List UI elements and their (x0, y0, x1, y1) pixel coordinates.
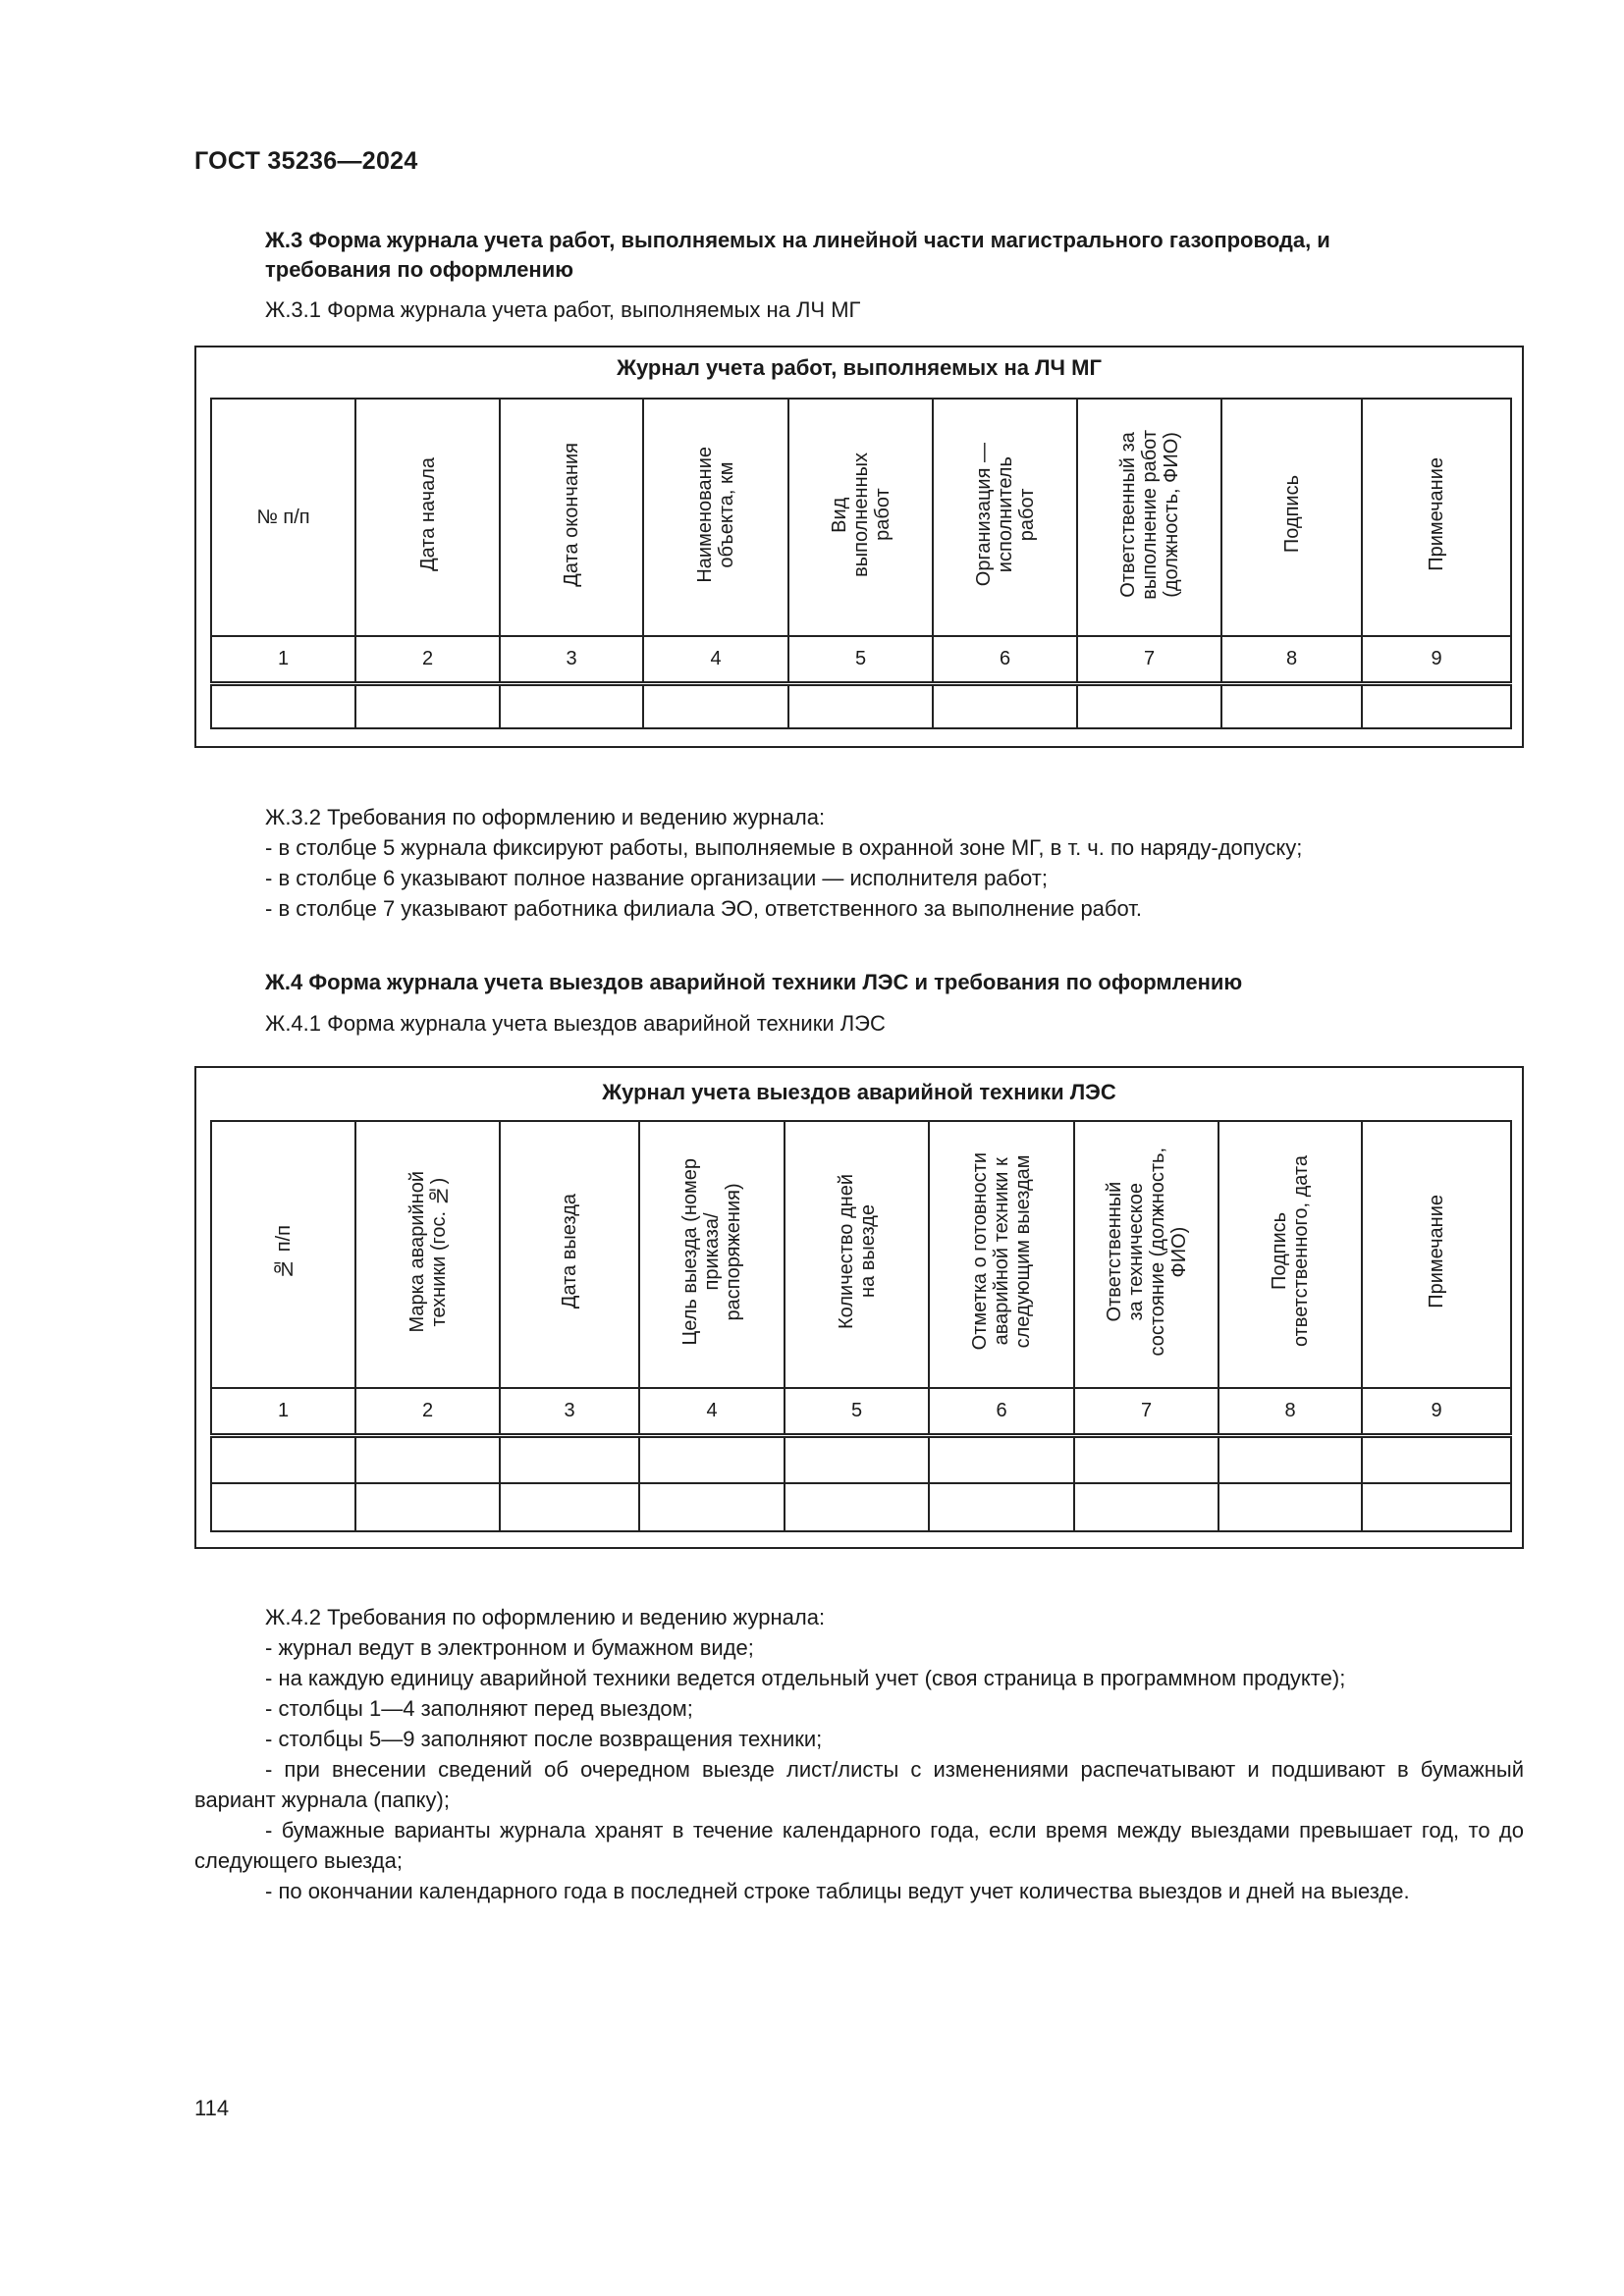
list-item: - на каждую единицу аварийной техники ведется отдельный учет (своя страница в программном продукте); (265, 1666, 1346, 1690)
table-cell (500, 1483, 639, 1531)
journal-departures-table (210, 1120, 1512, 1532)
header-cell (1362, 1121, 1511, 1388)
journal-works-table (210, 398, 1512, 729)
header-cell (1077, 399, 1221, 636)
document-code: ГОСТ 35236—2024 (194, 147, 418, 175)
header-cell (933, 399, 1077, 636)
column-number: 2 (355, 1388, 500, 1435)
table-cell (500, 1435, 639, 1483)
header-cell (785, 1121, 929, 1388)
column-number: 2 (355, 636, 500, 683)
table-row (211, 683, 1511, 728)
column-number: 4 (639, 1388, 785, 1435)
table-cell (933, 683, 1077, 728)
header-text: Примечание (1426, 1195, 1447, 1308)
table-cell (1362, 1435, 1511, 1483)
page-number: 114 (194, 2096, 230, 2120)
column-number: 9 (1362, 1388, 1511, 1435)
header-text: Вид выполненных работ (828, 452, 893, 577)
header-text: Подпись ответственного, дата (1269, 1155, 1312, 1348)
header-text: Подпись (1280, 475, 1303, 554)
column-number: 1 (211, 636, 355, 683)
list-item: - столбцы 5—9 заполняют после возвращения техники; (265, 1727, 823, 1751)
table-cell (500, 683, 643, 728)
header-cell (211, 1121, 355, 1388)
table-row (211, 1483, 1511, 1531)
header-text: Марка аварийной техники (гос. №) (406, 1170, 450, 1333)
header-text: Дата выезда (559, 1194, 580, 1309)
header-row (211, 1121, 1511, 1388)
header-text: Организация — исполнитель работ (972, 442, 1038, 587)
header-text: Ответственный за техническое состояние (должность, ФИО) (1103, 1147, 1190, 1357)
column-number-row (211, 636, 1511, 683)
column-number: 1 (211, 1388, 355, 1435)
header-text: Цель выезда (номер приказа/ распоряжения) (679, 1157, 744, 1346)
header-cell (639, 1121, 785, 1388)
table-cell (643, 683, 788, 728)
section-zh4-requirements-title: Ж.4.2 Требования по оформлению и ведению журнала: (265, 1605, 826, 1629)
header-text: Примечание (1426, 457, 1447, 571)
header-cell (211, 399, 355, 636)
table-cell (785, 1435, 929, 1483)
list-item: - журнал ведут в электронном и бумажном виде; (265, 1635, 754, 1660)
column-number: 6 (933, 636, 1077, 683)
list-item: - в столбце 6 указывают полное название организации — исполнителя работ; (265, 866, 1048, 890)
header-text: Наименование объекта, км (694, 446, 737, 583)
header-text: № п/п (272, 1224, 295, 1279)
table-cell (1074, 1435, 1218, 1483)
header-cell (355, 1121, 500, 1388)
column-number: 5 (788, 636, 933, 683)
table-cell (929, 1483, 1074, 1531)
table-cell (355, 1435, 500, 1483)
requirement-paragraph: - бумажные варианты журнала хранят в течение календарного года, если время между выездами превышает год, то до следующего выезда; (194, 1818, 1524, 1873)
column-number: 8 (1221, 636, 1362, 683)
table-cell (211, 683, 355, 728)
column-number: 9 (1362, 636, 1511, 683)
list-item: - в столбце 7 указывают работника филиала ЭО, ответственного за выполнение работ. (265, 896, 1143, 921)
list-item: - в столбце 5 журнала фиксируют работы, выполняемые в охранной зоне МГ, в т. ч. по наряду-допуску; (265, 835, 1303, 860)
table-cell (1218, 1435, 1362, 1483)
header-text: Количество дней на выезде (835, 1174, 879, 1329)
column-number: 5 (785, 1388, 929, 1435)
header-cell (643, 399, 788, 636)
column-number: 3 (500, 636, 643, 683)
column-number: 8 (1218, 1388, 1362, 1435)
table-cell (1074, 1483, 1218, 1531)
header-cell (1221, 399, 1362, 636)
section-zh4-title: Ж.4 Форма журнала учета выездов аварийной техники ЛЭС и требования по оформлению (265, 970, 1243, 994)
table-cell (785, 1483, 929, 1531)
header-cell (1074, 1121, 1218, 1388)
header-text: Отметка о готовности аварийной техники к следующим выездам (969, 1152, 1034, 1351)
column-number: 4 (643, 636, 788, 683)
header-text: Дата окончания (561, 442, 582, 587)
table-cell (1218, 1483, 1362, 1531)
header-row (211, 399, 1511, 636)
table-cell (788, 683, 933, 728)
table-cell (1362, 1483, 1511, 1531)
table-cell (1221, 683, 1362, 728)
table-cell (1077, 683, 1221, 728)
header-text: № п/п (256, 506, 310, 528)
requirement-paragraph: - по окончании календарного года в последней строке таблицы ведут учет количества выездов и дней на выезде. (265, 1879, 1410, 1903)
column-number-row (211, 1388, 1511, 1435)
header-text: Дата начала (416, 457, 439, 571)
table-row (211, 1435, 1511, 1483)
header-text: Ответственный за выполнение работ (должность, ФИО) (1116, 429, 1182, 600)
section-zh4-subtitle: Ж.4.1 Форма журнала учета выездов аварийной техники ЛЭС (265, 1011, 886, 1036)
table-cell (639, 1435, 785, 1483)
section-zh3-requirements-title: Ж.3.2 Требования по оформлению и ведению журнала: (265, 805, 826, 829)
section-zh3-title-line2: требования по оформлению (265, 257, 574, 282)
header-cell (355, 399, 500, 636)
header-cell (788, 399, 933, 636)
header-cell (500, 1121, 639, 1388)
column-number: 3 (500, 1388, 639, 1435)
header-cell (929, 1121, 1074, 1388)
table-cell (211, 1483, 355, 1531)
table-cell (355, 1483, 500, 1531)
header-cell (1218, 1121, 1362, 1388)
section-zh3-subtitle: Ж.3.1 Форма журнала учета работ, выполняемых на ЛЧ МГ (265, 297, 861, 322)
table-cell (211, 1435, 355, 1483)
table-cell (355, 683, 500, 728)
journal-departures-title: Журнал учета выездов аварийной техники ЛЭС (602, 1080, 1116, 1104)
requirement-paragraph: - при внесении сведений об очередном выезде лист/листы с изменениями распечатывают и подшивают в бумажный вариант журнала (папку); (194, 1757, 1524, 1812)
column-number: 7 (1074, 1388, 1218, 1435)
header-cell (500, 399, 643, 636)
table-cell (929, 1435, 1074, 1483)
column-number: 6 (929, 1388, 1074, 1435)
section-zh3-title-line1: Ж.3 Форма журнала учета работ, выполняемых на линейной части магистрального газопровода, и (265, 228, 1330, 252)
column-number: 7 (1077, 636, 1221, 683)
list-item: - столбцы 1—4 заполняют перед выездом; (265, 1696, 693, 1721)
header-cell (1362, 399, 1511, 636)
table-cell (1362, 683, 1511, 728)
journal-works-title: Журнал учета работ, выполняемых на ЛЧ МГ (617, 355, 1102, 380)
table-cell (639, 1483, 785, 1531)
section-zh3-title (265, 226, 1542, 285)
